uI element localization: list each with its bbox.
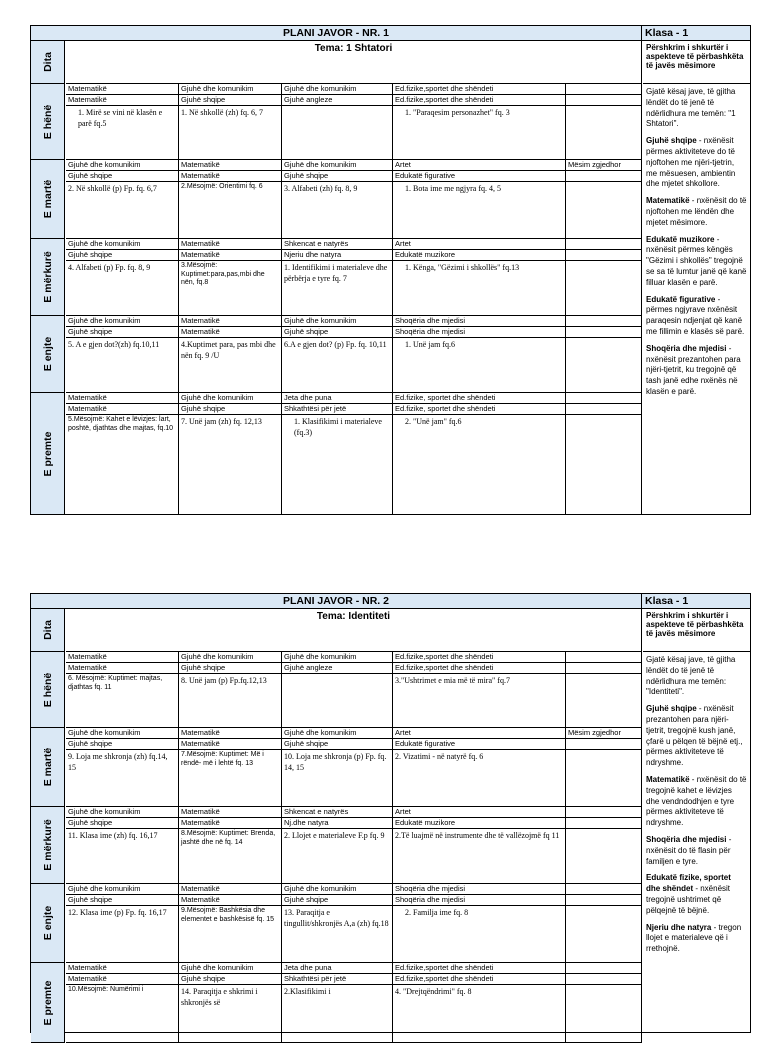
subject-area-cell: Gjuhë dhe komunikim [66, 239, 179, 250]
day-cell [31, 160, 65, 239]
subject-cell: Gjuhë shqipe [282, 895, 393, 906]
lesson-cell: 5. A e gjen dot?(zh) fq.10,11 [66, 338, 179, 393]
description-text: - nxënësit prezantohen para njëri-tjetrit, tregojnë kush janë, çfarë u pëlqen të bëjnë etj., përmes aktiviteteve të ndryshme. [646, 704, 743, 768]
lesson-cell: 13. Paraqitja e tingullit/shkronjës A,a (zh) fq.18 [282, 906, 393, 963]
day-cell [31, 728, 65, 807]
subject-cell: Gjuhë shqipe [282, 171, 393, 182]
lesson-cell: 4.Kuptimet para, pas mbi dhe nën fq. 9 /U [179, 338, 282, 393]
lesson-cell: 10.Mësojmë: Numërimi i [66, 985, 179, 1043]
subject-cell: Gjuhë shqipe [179, 95, 282, 106]
description-text: - nxënësit përmes aktiviteteve do të njoftohen me njëri-tjetrin, me mësuesen, ambientin dhe mjetet shkollore. [646, 136, 736, 189]
lesson-cell: 3."Ushtrimet e mia më të mira" fq.7 [393, 674, 566, 728]
weekly-plan-2 [30, 593, 751, 1033]
day-name: E premte [41, 980, 54, 1025]
subject-cell: Ed.fizike, sportet dhe shëndeti [393, 404, 566, 415]
subject-area-cell: Gjuhë dhe komunikim [282, 316, 393, 327]
subject-area-cell: Gjuhë dhe komunikim [282, 652, 393, 663]
description-paragraph [646, 835, 747, 867]
subject-cell: Matematikë [179, 327, 282, 338]
subject-cell: Shkathtësi për jetë [282, 974, 393, 985]
lesson-cell [282, 106, 393, 160]
subject-cell [566, 95, 642, 106]
description-text: - nxënësit prezantohen para njëri-tjetrit, ku tregojnë që tash janë edhe nxënës në klasën e parë. [646, 343, 741, 396]
subject-area-cell: Gjuhë dhe komunikim [282, 84, 393, 95]
lesson-cell: 7. Unë jam (zh) fq. 12,13 [179, 415, 282, 515]
day-cell [31, 239, 65, 316]
description-subject: Edukatë figurative [646, 294, 716, 304]
day-name: E mërkurë [41, 819, 54, 871]
subject-cell [566, 327, 642, 338]
subject-cell: Ed.fizike,sportet dhe shëndeti [393, 974, 566, 985]
week-theme: Tema: 1 Shtatori [66, 41, 642, 84]
subject-cell: Matematikë [66, 404, 179, 415]
description-text: - nxënësit do të njoftohen me lëndën dhe mjetet mësimore. [646, 196, 747, 227]
subject-cell: Gjuhë shqipe [66, 171, 179, 182]
lesson-cell: 7.Mësojmë: Kuptimet: Më i rëndë- më i lehtë fq. 13 [179, 750, 282, 807]
title-row [31, 26, 750, 41]
lesson-cell: 11. Klasa ime (zh) fq. 16,17 [66, 829, 179, 884]
description-subject: Edukatë muzikore [646, 234, 715, 244]
lesson-cell: 2.Mësojmë: Orientimi fq. 6 [179, 182, 282, 239]
subject-cell: Matematikë [179, 171, 282, 182]
day-name: E martë [41, 179, 54, 219]
description-text: - nxënësit tregojnë ushtrimet që pëlqejnë të bëjnë. [646, 884, 731, 915]
lesson-cell [566, 261, 642, 316]
lesson-cell: 3.Mësojmë: Kuptimet:para,pas,mbi dhe nën, fq.8 [179, 261, 282, 316]
description-paragraph [646, 344, 747, 398]
description-subject: Matematikë [646, 196, 690, 206]
subject-area-cell: Jeta dhe puna [282, 393, 393, 404]
subject-area-cell [566, 84, 642, 95]
description-subject: Shoqëria dhe mjedisi [646, 834, 727, 844]
lesson-cell: 2. Në shkollë (p) Fp. fq. 6,7 [66, 182, 179, 239]
subject-cell: Gjuhë shqipe [179, 974, 282, 985]
description-text: - nxënësit përmes këngës "Gëzimi i shkollës" tregojnë se sa të lumtur janë që kanë filluar klasën e parë. [646, 234, 747, 287]
lesson-cell [566, 674, 642, 728]
subject-cell: Gjuhë shqipe [66, 818, 179, 829]
subject-cell [566, 974, 642, 985]
subject-cell [566, 818, 642, 829]
lesson-cell: 5.Mësojmë: Kahet e lëvizjes: lart, poshtë, djathtas dhe majtas, fq.10 [66, 415, 179, 515]
lesson-cell: 6. Mësojmë: Kuptimet: majtas, djathtas fq. 11 [66, 674, 179, 728]
subject-area-cell: Matematikë [179, 728, 282, 739]
subject-area-cell: Shoqëria dhe mjedisi [393, 316, 566, 327]
subject-area-cell: Matematikë [179, 160, 282, 171]
description-text: - nxënësit do të flasin për familjen e tyre. [646, 834, 732, 866]
lesson-cell [566, 750, 642, 807]
subject-area-cell [566, 652, 642, 663]
subject-area-cell [566, 239, 642, 250]
lesson-cell: 14. Paraqitja e shkrimi i shkronjës së [179, 985, 282, 1043]
description-paragraph [646, 775, 747, 829]
subject-cell: Gjuhë shqipe [179, 663, 282, 674]
subject-cell: Edukatë figurative [393, 171, 566, 182]
description-subject: Matematikë [646, 774, 690, 784]
lesson-cell: 10. Loja me shkronja (p) Fp. fq. 14, 15 [282, 750, 393, 807]
description-text: Gjatë kësaj jave, të gjitha lëndët do të jenë të ndërlidhura me temën: "1 Shtatori". [646, 87, 736, 129]
lesson-cell: 6.A e gjen dot? (p) Fp. fq. 10,11 [282, 338, 393, 393]
description-subject: Gjuhë shqipe [646, 704, 697, 714]
description-paragraph [646, 655, 747, 698]
subject-area-cell: Jeta dhe puna [282, 963, 393, 974]
subject-cell: Shoqëria dhe mjedisi [393, 895, 566, 906]
subject-cell [566, 171, 642, 182]
subject-cell [566, 663, 642, 674]
lesson-cell [282, 674, 393, 728]
subject-area-cell: Gjuhë dhe komunikim [66, 316, 179, 327]
subject-cell: Gjuhë shqipe [66, 250, 179, 261]
subject-area-cell: Matematikë [66, 652, 179, 663]
subject-cell: Shkathtësi për jetë [282, 404, 393, 415]
lesson-cell: 4. Alfabeti (p) Fp. fq. 8, 9 [66, 261, 179, 316]
title-row [31, 594, 750, 609]
description-header: Përshkrim i shkurtër i aspekteve të përbashkëta të javës mësimore [643, 609, 750, 652]
day-name: E premte [41, 431, 54, 476]
lesson-cell: 2.Të luajmë në instrumente dhe të vallëzojmë fq 11 [393, 829, 566, 884]
lesson-cell: 9.Mësojmë: Bashkësia dhe elementet e bashkësisë fq. 15 [179, 906, 282, 963]
subject-area-cell: Artet [393, 728, 566, 739]
subject-cell: Edukatë muzikore [393, 818, 566, 829]
subject-cell: Edukatë muzikore [393, 250, 566, 261]
subject-cell: Matematikë [179, 895, 282, 906]
lesson-cell: 1. Mirë se vini në klasën e parë fq.5 [66, 106, 179, 160]
subject-area-cell: Ed.fizike,sportet dhe shëndeti [393, 963, 566, 974]
day-name: E martë [41, 747, 54, 787]
lesson-cell: 2.Klasifikimi i [282, 985, 393, 1043]
subject-cell: Gjuhë angleze [282, 663, 393, 674]
subject-area-cell: Mësim zgjedhor [566, 728, 642, 739]
subject-cell: Gjuhë angleze [282, 95, 393, 106]
lesson-cell: 2. Familja ime fq. 8 [393, 906, 566, 963]
subject-cell [566, 739, 642, 750]
subject-area-cell: Shkencat e natyrës [282, 239, 393, 250]
lesson-cell [566, 338, 642, 393]
subject-area-cell [566, 884, 642, 895]
class-label: Klasa - 1 [645, 27, 689, 39]
description-header: Përshkrim i shkurtër i aspekteve të përbashkëta të javës mësimore [643, 41, 750, 84]
subject-area-cell: Gjuhë dhe komunikim [179, 963, 282, 974]
lesson-cell: 12. Klasa ime (p) Fp. fq. 16,17 [66, 906, 179, 963]
lesson-cell [566, 182, 642, 239]
subject-area-cell: Ed.fizike,sportet dhe shëndeti [393, 84, 566, 95]
subject-area-cell: Matematikë [66, 84, 179, 95]
lesson-cell: 2. Vizatimi - në natyrë fq. 6 [393, 750, 566, 807]
lesson-cell: 2. "Unë jam" fq.6 [393, 415, 566, 515]
plan-title: PLANI JAVOR - NR. 2 [31, 594, 642, 608]
lesson-cell: 1. Në shkollë (zh) fq. 6, 7 [179, 106, 282, 160]
subject-area-cell [566, 807, 642, 818]
subject-area-cell: Gjuhë dhe komunikim [179, 84, 282, 95]
lesson-cell: 1. Identifikimi i materialeve dhe përbërja e tyre fq. 7 [282, 261, 393, 316]
description-text: - nxënësit do të tregojnë kahet e lëvizjes dhe vendndodhjen e tyre përmes aktiviteteve të ndryshme. [646, 774, 747, 828]
subject-area-cell: Artet [393, 160, 566, 171]
description-paragraph [646, 704, 747, 769]
subject-area-cell: Gjuhë dhe komunikim [179, 393, 282, 404]
description-paragraph [646, 136, 747, 190]
lesson-cell: 1. Unë jam fq.6 [393, 338, 566, 393]
day-name: E hënë [41, 672, 54, 707]
day-name: E hënë [41, 104, 54, 139]
subject-area-cell: Matematikë [179, 316, 282, 327]
description-subject: Njeriu dhe natyra [646, 922, 712, 932]
subject-cell: Matematikë [66, 663, 179, 674]
subject-cell [566, 250, 642, 261]
subject-area-cell: Gjuhë dhe komunikim [66, 728, 179, 739]
subject-area-cell: Artet [393, 807, 566, 818]
subject-area-cell: Gjuhë dhe komunikim [282, 728, 393, 739]
subject-area-cell: Artet [393, 239, 566, 250]
subject-cell: Matematikë [179, 739, 282, 750]
week-theme: Tema: Identiteti [66, 609, 642, 652]
subject-area-cell: Matematikë [66, 963, 179, 974]
description-paragraph [646, 923, 747, 955]
day-cell [31, 963, 65, 1043]
lesson-cell: 1. "Paraqesim personazhet" fq. 3 [393, 106, 566, 160]
lesson-cell [566, 985, 642, 1043]
day-name: E enjte [41, 905, 54, 941]
subject-area-cell: Matematikë [66, 393, 179, 404]
subject-cell: Matematikë [179, 250, 282, 261]
subject-area-cell: Gjuhë dhe komunikim [66, 807, 179, 818]
subject-cell: Gjuhë shqipe [282, 327, 393, 338]
day-cell [31, 393, 65, 515]
subject-area-cell: Gjuhë dhe komunikim [66, 160, 179, 171]
description-paragraph [646, 873, 747, 916]
subject-cell: Gjuhë shqipe [66, 327, 179, 338]
subject-area-cell: Shkencat e natyrës [282, 807, 393, 818]
description-subject: Shoqëria dhe mjedisi [646, 343, 727, 353]
description-paragraph [646, 235, 747, 289]
class-label: Klasa - 1 [645, 595, 689, 607]
subject-area-cell: Ed.fizike, sportet dhe shëndeti [393, 393, 566, 404]
day-header: Dita [41, 620, 54, 640]
day-cell [31, 652, 65, 728]
day-header-cell [31, 609, 65, 652]
day-cell [31, 884, 65, 963]
lesson-cell: 8. Unë jam (p) Fp.fq.12,13 [179, 674, 282, 728]
subject-area-cell [566, 316, 642, 327]
subject-cell: Edukatë figurative [393, 739, 566, 750]
subject-area-cell [566, 393, 642, 404]
day-name: E enjte [41, 336, 54, 372]
subject-area-cell: Shoqëria dhe mjedisi [393, 884, 566, 895]
weekly-plan-1 [30, 25, 751, 515]
subject-cell: Matematikë [66, 974, 179, 985]
description-text: Gjatë kësaj jave, të gjitha lëndët do të jenë të ndërlidhura me temën: "Identiteti". [646, 655, 736, 697]
subject-cell [566, 895, 642, 906]
lesson-cell [566, 415, 642, 515]
plan-title: PLANI JAVOR - NR. 1 [31, 26, 642, 40]
description-text: - përmes ngjyrave nxënësit paraqesin ndjenjat që kanë me fillimin e klasës së parë. [646, 294, 745, 336]
lesson-cell [566, 829, 642, 884]
subject-cell: Gjuhë shqipe [179, 404, 282, 415]
day-header: Dita [41, 52, 54, 72]
subject-area-cell [566, 963, 642, 974]
subject-cell: Gjuhë shqipe [66, 895, 179, 906]
description-text: - tregon llojet e materialeve që i rrethojnë. [646, 922, 742, 954]
description-paragraph [646, 196, 747, 228]
subject-area-cell: Gjuhë dhe komunikim [179, 652, 282, 663]
description-paragraph [646, 87, 747, 130]
subject-cell [566, 404, 642, 415]
subject-cell: Matematikë [179, 818, 282, 829]
description-paragraph [646, 295, 747, 338]
day-header-cell [31, 41, 65, 84]
lesson-cell: 8.Mësojmë: Kuptimet: Brenda, jashtë dhe në fq. 14 [179, 829, 282, 884]
day-cell [31, 316, 65, 393]
lesson-cell: 4. "Drejtqëndrimi" fq. 8 [393, 985, 566, 1043]
subject-area-cell: Mësim zgjedhor [566, 160, 642, 171]
subject-area-cell: Gjuhë dhe komunikim [282, 160, 393, 171]
description-subject: Edukatë fizike, sportet dhe shëndet [646, 873, 731, 894]
lesson-cell: 9. Loja me shkronja (zh) fq.14, 15 [66, 750, 179, 807]
lesson-cell: 1. Bota ime me ngjyra fq. 4, 5 [393, 182, 566, 239]
subject-area-cell: Matematikë [179, 884, 282, 895]
subject-area-cell: Matematikë [179, 807, 282, 818]
lesson-cell: 3. Alfabeti (zh) fq. 8, 9 [282, 182, 393, 239]
day-cell [31, 807, 65, 884]
lesson-cell [566, 106, 642, 160]
day-cell [31, 84, 65, 160]
lesson-cell: 1. Klasifikimi i materialeve (fq.3) [282, 415, 393, 515]
lesson-cell: 2. Llojet e materialeve F.p fq. 9 [282, 829, 393, 884]
subject-cell: Gjuhë shqipe [282, 739, 393, 750]
subject-cell: Matematikë [66, 95, 179, 106]
subject-cell: Shoqëria dhe mjedisi [393, 327, 566, 338]
description-body [643, 85, 750, 514]
lesson-cell [566, 906, 642, 963]
subject-area-cell: Gjuhë dhe komunikim [66, 884, 179, 895]
subject-cell: Gjuhë shqipe [66, 739, 179, 750]
day-name: E mërkurë [41, 251, 54, 303]
subject-cell: Ed.fizike,sportet dhe shëndeti [393, 95, 566, 106]
subject-cell: Njeriu dhe natyra [282, 250, 393, 261]
subject-area-cell: Matematikë [179, 239, 282, 250]
description-subject: Gjuhë shqipe [646, 136, 697, 146]
subject-cell: Nj.dhe natyra [282, 818, 393, 829]
lesson-cell: 1. Kënga, "Gëzimi i shkollës" fq.13 [393, 261, 566, 316]
subject-cell: Ed.fizike,sportet dhe shëndeti [393, 663, 566, 674]
subject-area-cell: Gjuhë dhe komunikim [282, 884, 393, 895]
subject-area-cell: Ed.fizike,sportet dhe shëndeti [393, 652, 566, 663]
description-body [643, 653, 750, 1032]
